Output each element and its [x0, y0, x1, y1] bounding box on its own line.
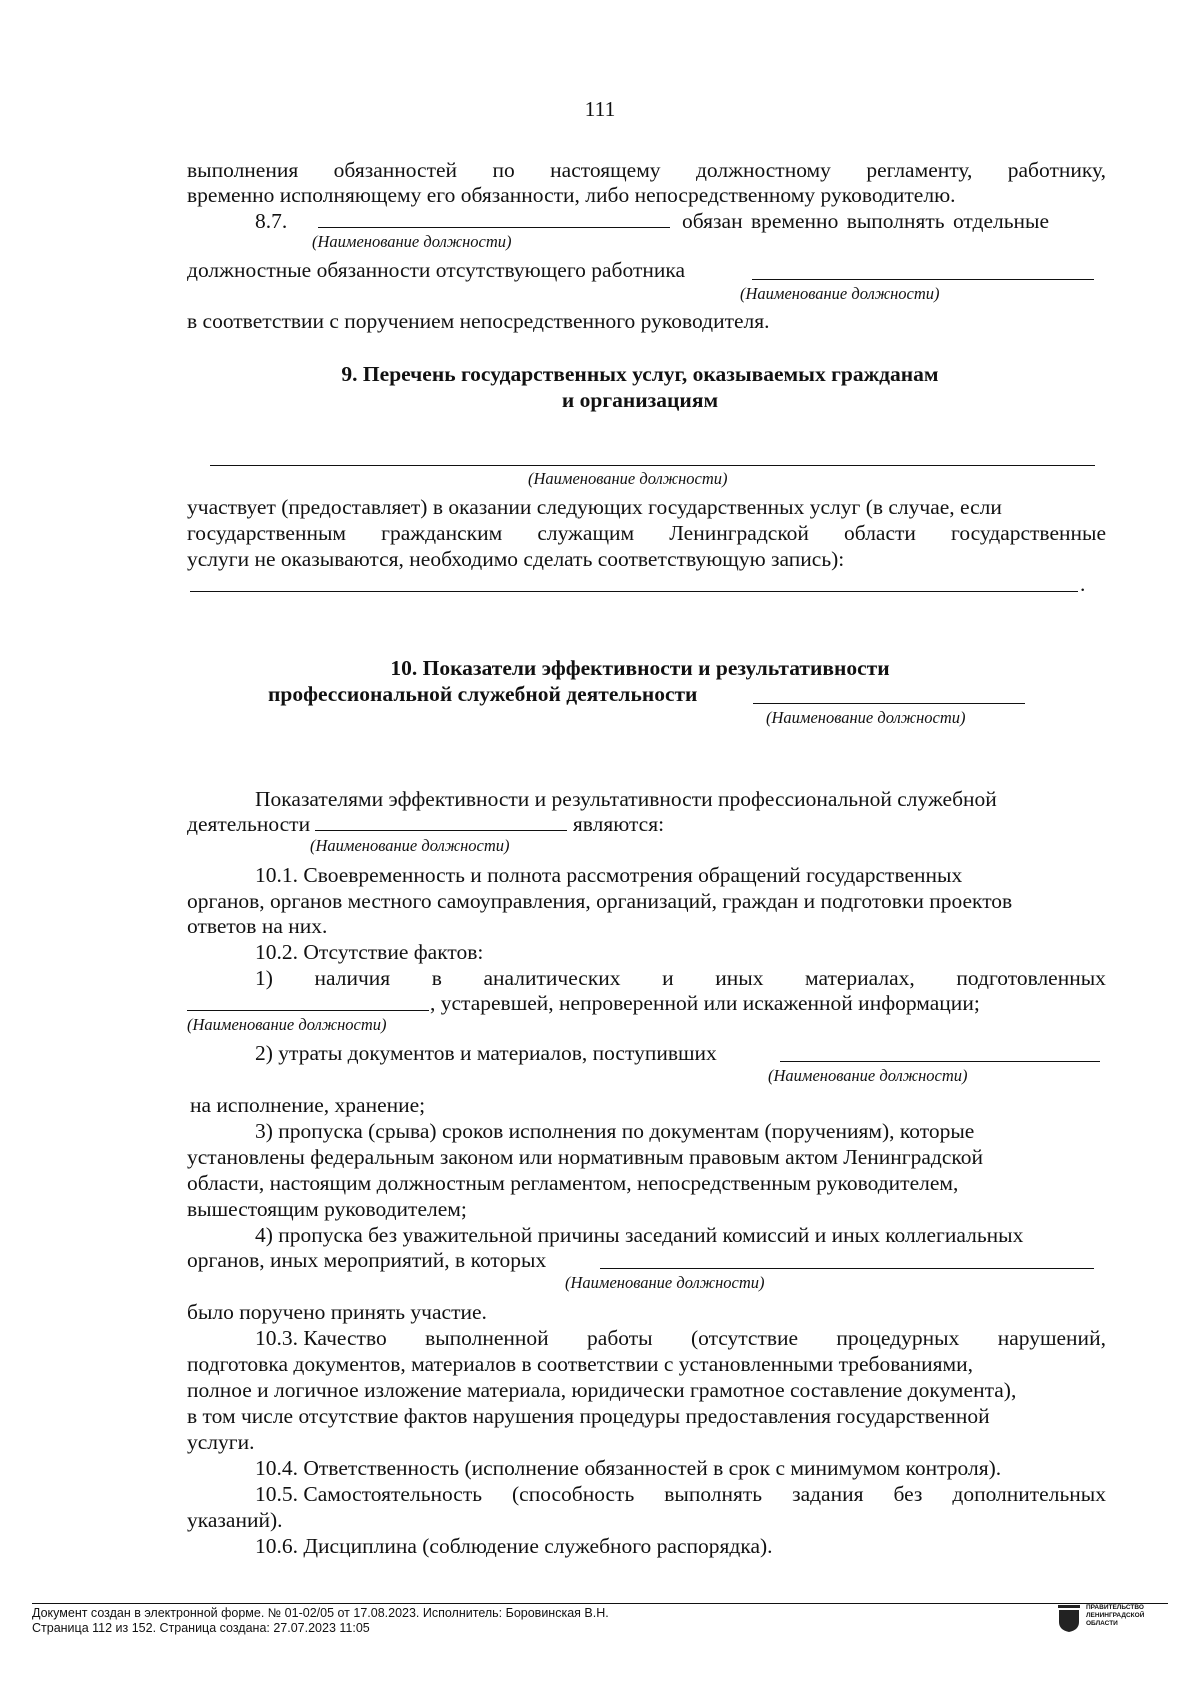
text-line: органов, органов местного самоуправления, организаций, граждан и подготовки проектов [187, 889, 1013, 913]
fill-blank [318, 227, 670, 228]
text-line: деятельности являются: [187, 812, 665, 836]
footer-line: Страница 112 из 152. Страница создана: 27.07.2023 11:05 [32, 1621, 370, 1635]
fill-blank [780, 1061, 1100, 1062]
text-line: 10.6. Дисциплина (соблюдение служебного распорядка). [255, 1534, 773, 1558]
text-line: , устаревшей, непроверенной или искаженной информации; [430, 991, 980, 1015]
footer-line: Документ создан в электронной форме. № 01-02/05 от 17.08.2023. Исполнитель: Боровинская В.Н. [32, 1606, 609, 1620]
text-line: государственным гражданским служащим Ленинградской области государственные [187, 521, 1106, 545]
fill-blank [187, 1010, 429, 1011]
item-number: 8.7. [255, 209, 288, 233]
text-line: 2) утраты документов и материалов, поступивших [255, 1041, 717, 1065]
section-title: 9. Перечень государственных услуг, оказываемых гражданам [341, 362, 939, 386]
text-line: обязан временно выполнять отдельные [682, 209, 1050, 233]
fill-blank [600, 1268, 1094, 1269]
fill-blank [315, 812, 567, 831]
text-line: услуги не оказываются, необходимо сделать соответствующую запись): [187, 547, 845, 571]
field-caption: (Наименование должности) [312, 232, 512, 251]
text-line: временно исполняющему его обязанности, либо непосредственному руководителю. [187, 183, 956, 207]
section-title: профессиональной служебной деятельности [268, 682, 698, 706]
field-caption: (Наименование должности) [740, 284, 940, 303]
text-line: услуги. [187, 1430, 255, 1454]
page-number: 111 [584, 97, 616, 121]
end-dot: . [1080, 572, 1086, 596]
coat-of-arms-icon [1058, 1605, 1080, 1633]
text-line: участвует (предоставляет) в оказании следующих государственных услуг (в случае, если [187, 495, 1002, 519]
text-line: полное и логичное изложение материала, юридически грамотное составление документа), [187, 1378, 1017, 1402]
text-line: органов, иных мероприятий, в которых [187, 1248, 547, 1272]
fill-blank [752, 279, 1094, 280]
text-line: должностные обязанности отсутствующего работника [187, 258, 686, 282]
field-caption: (Наименование должности) [310, 836, 510, 855]
text-line: 3) пропуска (срыва) сроков исполнения по документам (поручениям), которые [255, 1119, 975, 1143]
field-caption: (Наименование должности) [766, 708, 966, 727]
text-line: Показателями эффективности и результативности профессиональной служебной [255, 787, 997, 811]
text-line: 10.3. Качество выполненной работы (отсутствие процедурных нарушений, [255, 1326, 1106, 1350]
text-line: указаний). [187, 1508, 283, 1532]
text-line: было поручено принять участие. [187, 1300, 487, 1324]
field-caption: (Наименование должности) [768, 1066, 968, 1085]
field-caption: (Наименование должности) [187, 1015, 387, 1034]
field-caption: (Наименование должности) [565, 1273, 765, 1292]
text-line: 10.2. Отсутствие фактов: [255, 940, 484, 964]
text-line: ответов на них. [187, 914, 328, 938]
logo-text: ПРАВИТЕЛЬСТВО ЛЕНИНГРАДСКОЙ ОБЛАСТИ [1086, 1604, 1145, 1627]
text-line: 4) пропуска без уважительной причины заседаний комиссий и иных коллегиальных [255, 1223, 1024, 1247]
fill-blank [210, 465, 1095, 466]
fill-blank [753, 703, 1025, 704]
text-line: 10.1. Своевременность и полнота рассмотрения обращений государственных [255, 863, 963, 887]
text-line: вышестоящим руководителем; [187, 1197, 467, 1221]
text-line: на исполнение, хранение; [190, 1093, 426, 1117]
text-line: подготовка документов, материалов в соответствии с установленными требованиями, [187, 1352, 974, 1376]
text-line: 10.5. Самостоятельность (способность выполнять задания без дополнительных [255, 1482, 1106, 1506]
section-title: 10. Показатели эффективности и результативности [390, 656, 890, 680]
text-line: в том числе отсутствие фактов нарушения процедуры предоставления государственной [187, 1404, 990, 1428]
field-caption: (Наименование должности) [528, 469, 728, 488]
text-line: области, настоящим должностным регламентом, непосредственным руководителем, [187, 1171, 959, 1195]
text-line: 1) наличия в аналитических и иных материалах, подготовленных [255, 966, 1106, 990]
text-line: 10.4. Ответственность (исполнение обязанностей в срок с минимумом контроля). [255, 1456, 1002, 1480]
text-line: выполнения обязанностей по настоящему должностному регламенту, работнику, [187, 158, 1106, 182]
text-line: установлены федеральным законом или нормативным правовым актом Ленинградской [187, 1145, 983, 1169]
text-line: в соответствии с поручением непосредственного руководителя. [187, 309, 770, 333]
section-title: и организациям [561, 388, 719, 412]
fill-blank [190, 591, 1078, 592]
footer-rule [32, 1603, 1168, 1604]
